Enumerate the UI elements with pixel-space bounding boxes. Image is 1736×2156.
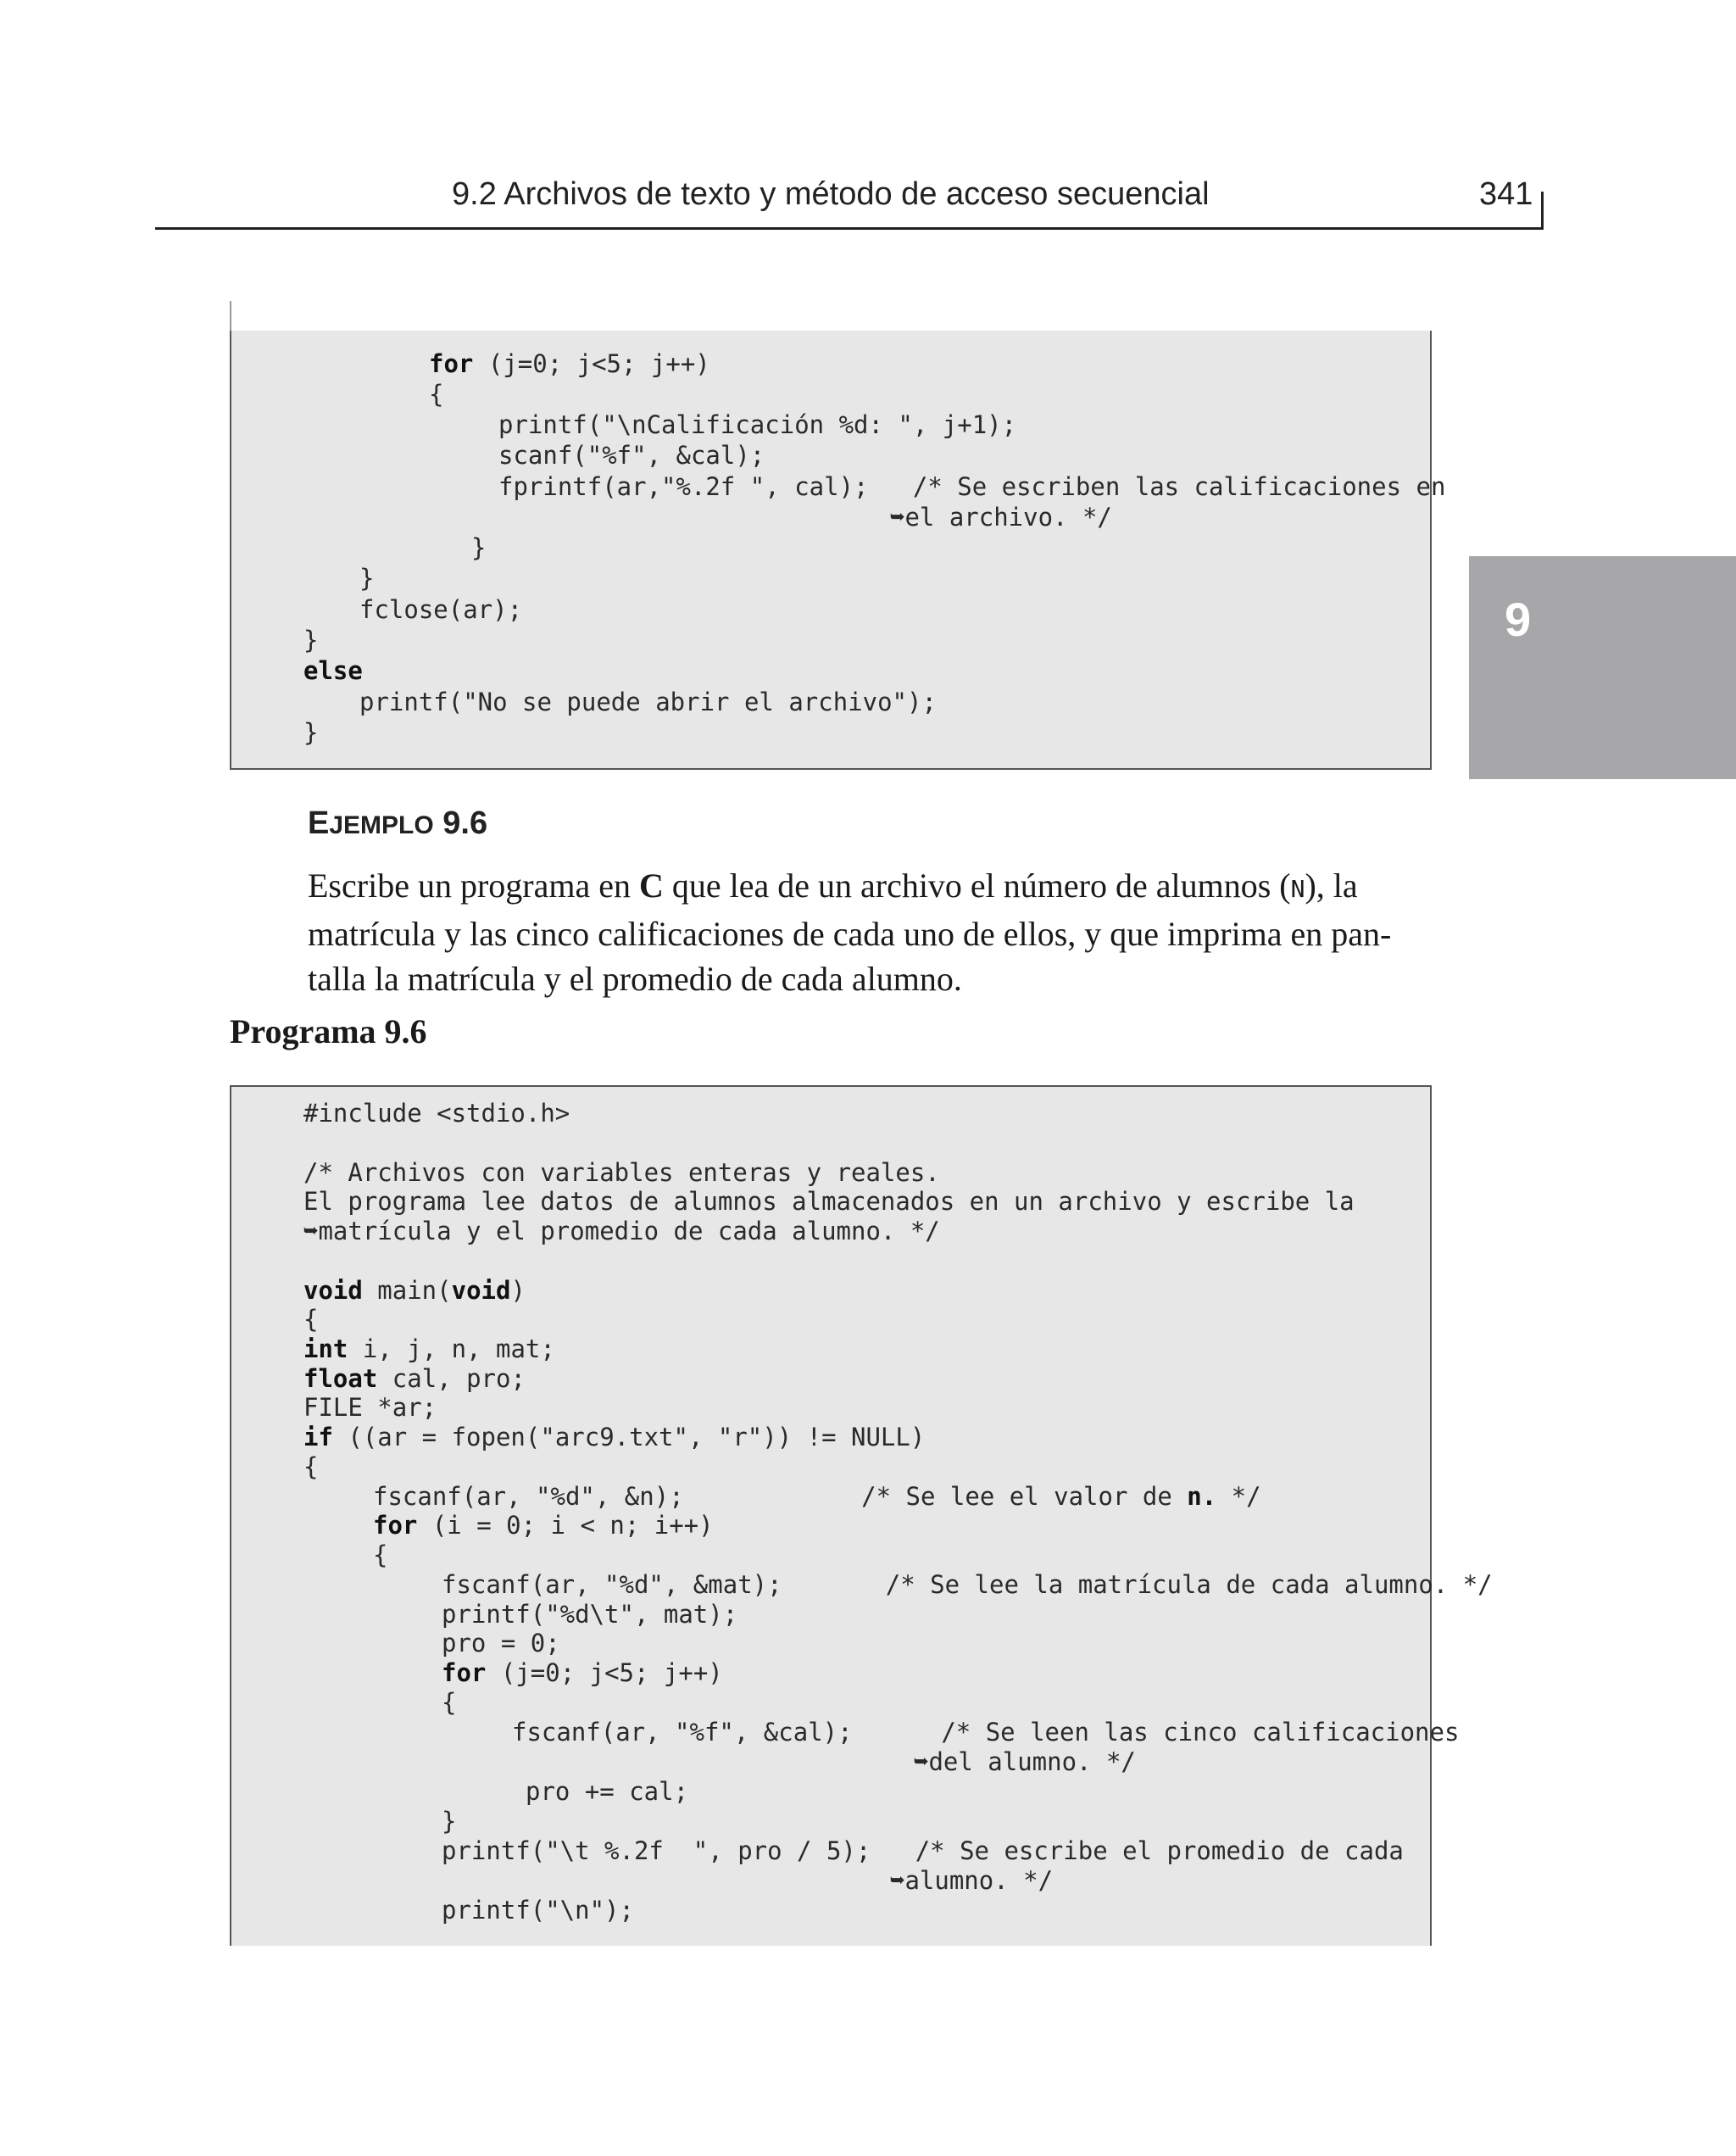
code-line: El programa lee datos de alumnos almacenados en un archivo y escribe la	[303, 1187, 1355, 1216]
code-line: {	[373, 1540, 388, 1569]
code-line: pro += cal;	[526, 1777, 689, 1806]
code-line: fscanf(ar, "%d", &mat); /* Se lee la matrícula de cada alumno. */	[442, 1570, 1493, 1599]
code-line: if ((ar = fopen("arc9.txt", "r")) != NULL)	[303, 1423, 926, 1451]
page-number: 341	[1479, 176, 1533, 212]
code-line: for (j=0; j<5; j++)	[442, 1658, 723, 1687]
code-line: {	[429, 380, 444, 409]
program-heading: Programa 9.6	[230, 1012, 427, 1050]
code-line: printf("%d\t", mat);	[442, 1600, 738, 1629]
code-line: FILE *ar;	[303, 1393, 437, 1422]
example-heading: EJEMPLO 9.6	[308, 805, 488, 841]
code-line: void main(void)	[303, 1276, 526, 1305]
code-line: }	[442, 1807, 457, 1836]
header-rule	[155, 227, 1544, 230]
example-description: Escribe un programa en C que lea de un archivo el número de alumnos (N), la matrícula y las cinco calificaciones de cada uno de ellos, y que imprima en pan- talla la matrícula y el promedio de cada alumno.	[308, 866, 1392, 998]
code-line: }	[303, 718, 319, 747]
code-line: {	[303, 1305, 319, 1334]
code-line: fclose(ar);	[359, 595, 523, 624]
code-line: pro = 0;	[442, 1629, 560, 1657]
code-line: fscanf(ar, "%d", &n); /* Se lee el valor de n. */	[373, 1482, 1261, 1511]
code-line: printf("\t %.2f ", pro / 5); /* Se escribe el promedio de cada	[442, 1836, 1404, 1865]
code-line: /* Archivos con variables enteras y reales.	[303, 1158, 940, 1187]
code-line: }	[471, 533, 487, 562]
chapter-tab-number: 9	[1505, 593, 1532, 646]
code-line: scanf("%f", &cal);	[498, 441, 765, 470]
code-line: {	[442, 1688, 457, 1717]
code-line: }	[359, 564, 375, 593]
code-line: fprintf(ar,"%.2f ", cal); /* Se escriben las calificaciones en	[498, 472, 1446, 501]
code-line: float cal, pro;	[303, 1364, 526, 1393]
code-line: int i, j, n, mat;	[303, 1334, 555, 1363]
code-line: printf("No se puede abrir el archivo");	[359, 688, 937, 716]
code-line: ➥del alumno. */	[914, 1747, 1136, 1776]
chapter-tab	[1469, 556, 1736, 779]
code-line: fscanf(ar, "%f", &cal); /* Se leen las cinco calificaciones	[512, 1718, 1460, 1747]
code-line: {	[303, 1452, 319, 1481]
code-line: ➥alumno. */	[890, 1866, 1054, 1895]
header-rule-tick	[1541, 192, 1544, 230]
code-line: printf("\nCalificación %d: ", j+1);	[498, 410, 1017, 439]
code-line: #include <stdio.h>	[303, 1099, 570, 1128]
running-head-title: 9.2 Archivos de texto y método de acceso secuencial	[452, 176, 1210, 212]
code-line: else	[303, 656, 363, 685]
code-block-1-top-edge	[230, 301, 231, 331]
code-line: for (i = 0; i < n; i++)	[373, 1511, 714, 1540]
code-line: }	[303, 626, 319, 655]
code-line: printf("\n");	[442, 1896, 634, 1925]
code-line: ➥el archivo. */	[890, 503, 1112, 532]
code-line: for (j=0; j<5; j++)	[429, 349, 710, 378]
code-line: ➥matrícula y el promedio de cada alumno. */	[303, 1217, 940, 1245]
